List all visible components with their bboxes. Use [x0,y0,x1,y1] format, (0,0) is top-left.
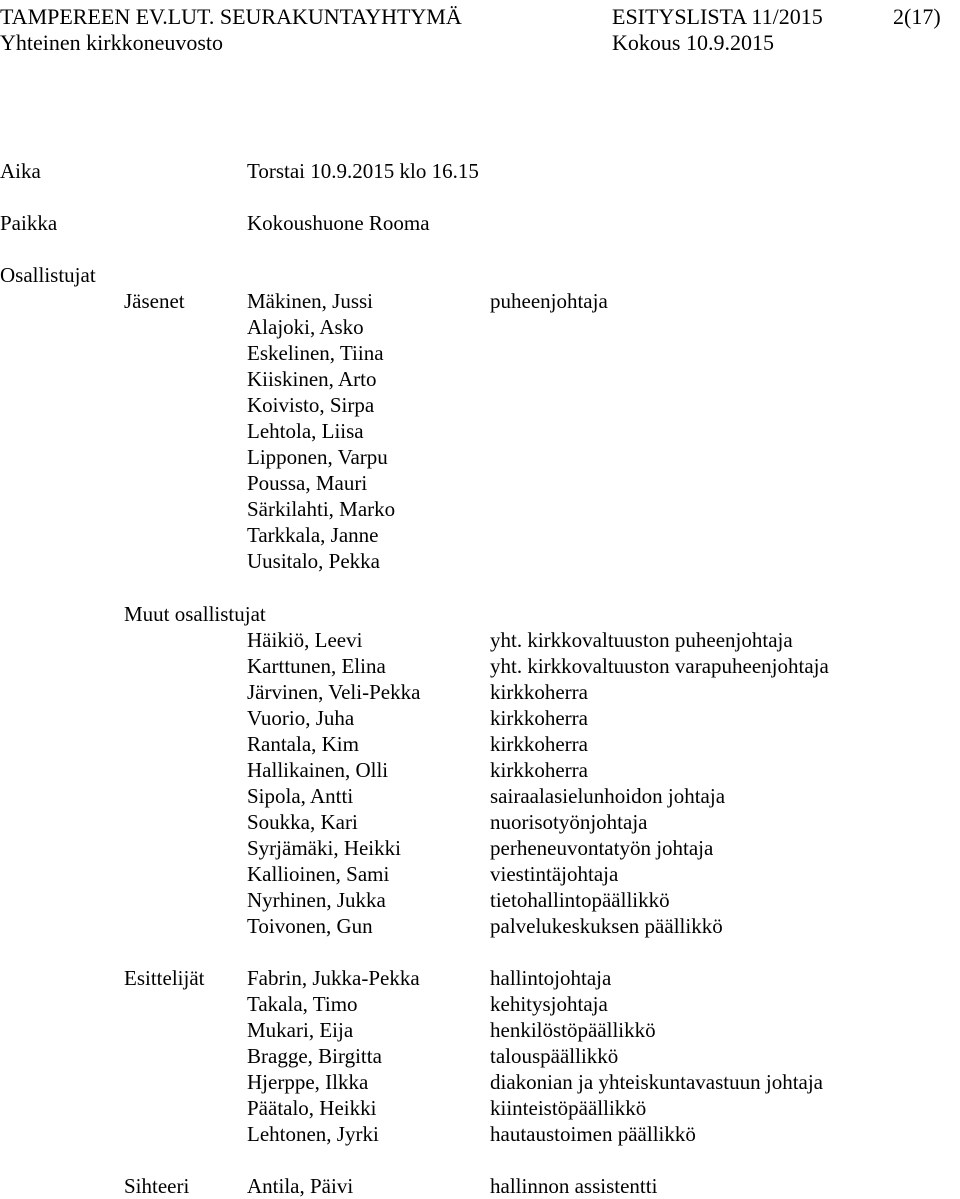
header-organization: TAMPEREEN EV.LUT. SEURAKUNTAYHTYMÄ [0,4,462,29]
person-name: Tarkkala, Janne [247,523,379,547]
person-role: hautaustoimen päällikkö [490,1122,696,1146]
person-role: viestintäjohtaja [490,862,619,886]
members-label: Jäsenet [124,289,185,313]
person-role: kirkkoherra [490,706,588,730]
person-role: perheneuvontatyön johtaja [490,836,714,860]
header-body-name: Yhteinen kirkkoneuvosto [0,30,224,55]
person-name: Lipponen, Varpu [247,445,388,469]
time-value: Torstai 10.9.2015 klo 16.15 [247,159,479,183]
person-role: sairaalasielunhoidon johtaja [490,784,726,808]
person-name: Poussa, Mauri [247,471,368,495]
person-role: kirkkoherra [490,732,588,756]
person-name: Lehtonen, Jyrki [247,1122,379,1146]
person-name: Särkilahti, Marko [247,497,396,521]
person-name: Kallioinen, Sami [247,862,390,886]
person-name: Lehtola, Liisa [247,419,364,443]
person-name: Koivisto, Sirpa [247,393,375,417]
secretary-role: hallinnon assistentti [490,1174,658,1198]
person-role: puheenjohtaja [490,289,608,313]
person-role: palvelukeskuksen päällikkö [490,914,723,938]
person-role: hallintojohtaja [490,966,612,990]
person-role: nuorisotyönjohtaja [490,810,648,834]
person-name: Takala, Timo [247,992,358,1016]
person-name: Hjerppe, Ilkka [247,1070,369,1094]
person-role: henkilöstöpäällikkö [490,1018,656,1042]
person-name: Eskelinen, Tiina [247,341,384,365]
person-role: kirkkoherra [490,680,588,704]
person-name: Häikiö, Leevi [247,628,363,652]
person-name: Nyrhinen, Jukka [247,888,386,912]
person-role: yht. kirkkovaltuuston puheenjohtaja [490,628,793,652]
person-name: Karttunen, Elina [247,654,386,678]
participants-label: Osallistujat [0,263,96,287]
person-name: Hallikainen, Olli [247,758,389,782]
person-name: Soukka, Kari [247,810,358,834]
secretary-label: Sihteeri [124,1174,190,1198]
person-name: Syrjämäki, Heikki [247,836,401,860]
header-document-title: ESITYSLISTA 11/2015 [612,4,823,29]
person-role: kirkkoherra [490,758,588,782]
person-name: Kiiskinen, Arto [247,367,377,391]
place-label: Paikka [0,211,58,235]
person-name: Rantala, Kim [247,732,359,756]
header-meeting-date: Kokous 10.9.2015 [612,30,774,55]
person-name: Bragge, Birgitta [247,1044,382,1068]
presenters-label: Esittelijät [124,966,205,990]
time-label: Aika [0,159,41,183]
person-name: Toivonen, Gun [247,914,373,938]
other-participants-label: Muut osallistujat [124,602,266,626]
person-name: Järvinen, Veli-Pekka [247,680,421,704]
secretary-name: Antila, Päivi [247,1174,354,1198]
person-name: Mäkinen, Jussi [247,289,373,313]
header-page-number: 2(17) [893,4,941,29]
person-name: Fabrin, Jukka-Pekka [247,966,420,990]
person-name: Sipola, Antti [247,784,354,808]
person-name: Päätalo, Heikki [247,1096,377,1120]
place-value: Kokoushuone Rooma [247,211,430,235]
person-role: kehitysjohtaja [490,992,608,1016]
person-name: Uusitalo, Pekka [247,549,380,573]
person-role: tietohallintopäällikkö [490,888,670,912]
person-name: Alajoki, Asko [247,315,364,339]
person-role: diakonian ja yhteiskuntavastuun johtaja [490,1070,824,1094]
person-name: Vuorio, Juha [247,706,355,730]
person-role: talouspäällikkö [490,1044,619,1068]
person-role: yht. kirkkovaltuuston varapuheenjohtaja [490,654,829,678]
person-role: kiinteistöpäällikkö [490,1096,647,1120]
person-name: Mukari, Eija [247,1018,354,1042]
